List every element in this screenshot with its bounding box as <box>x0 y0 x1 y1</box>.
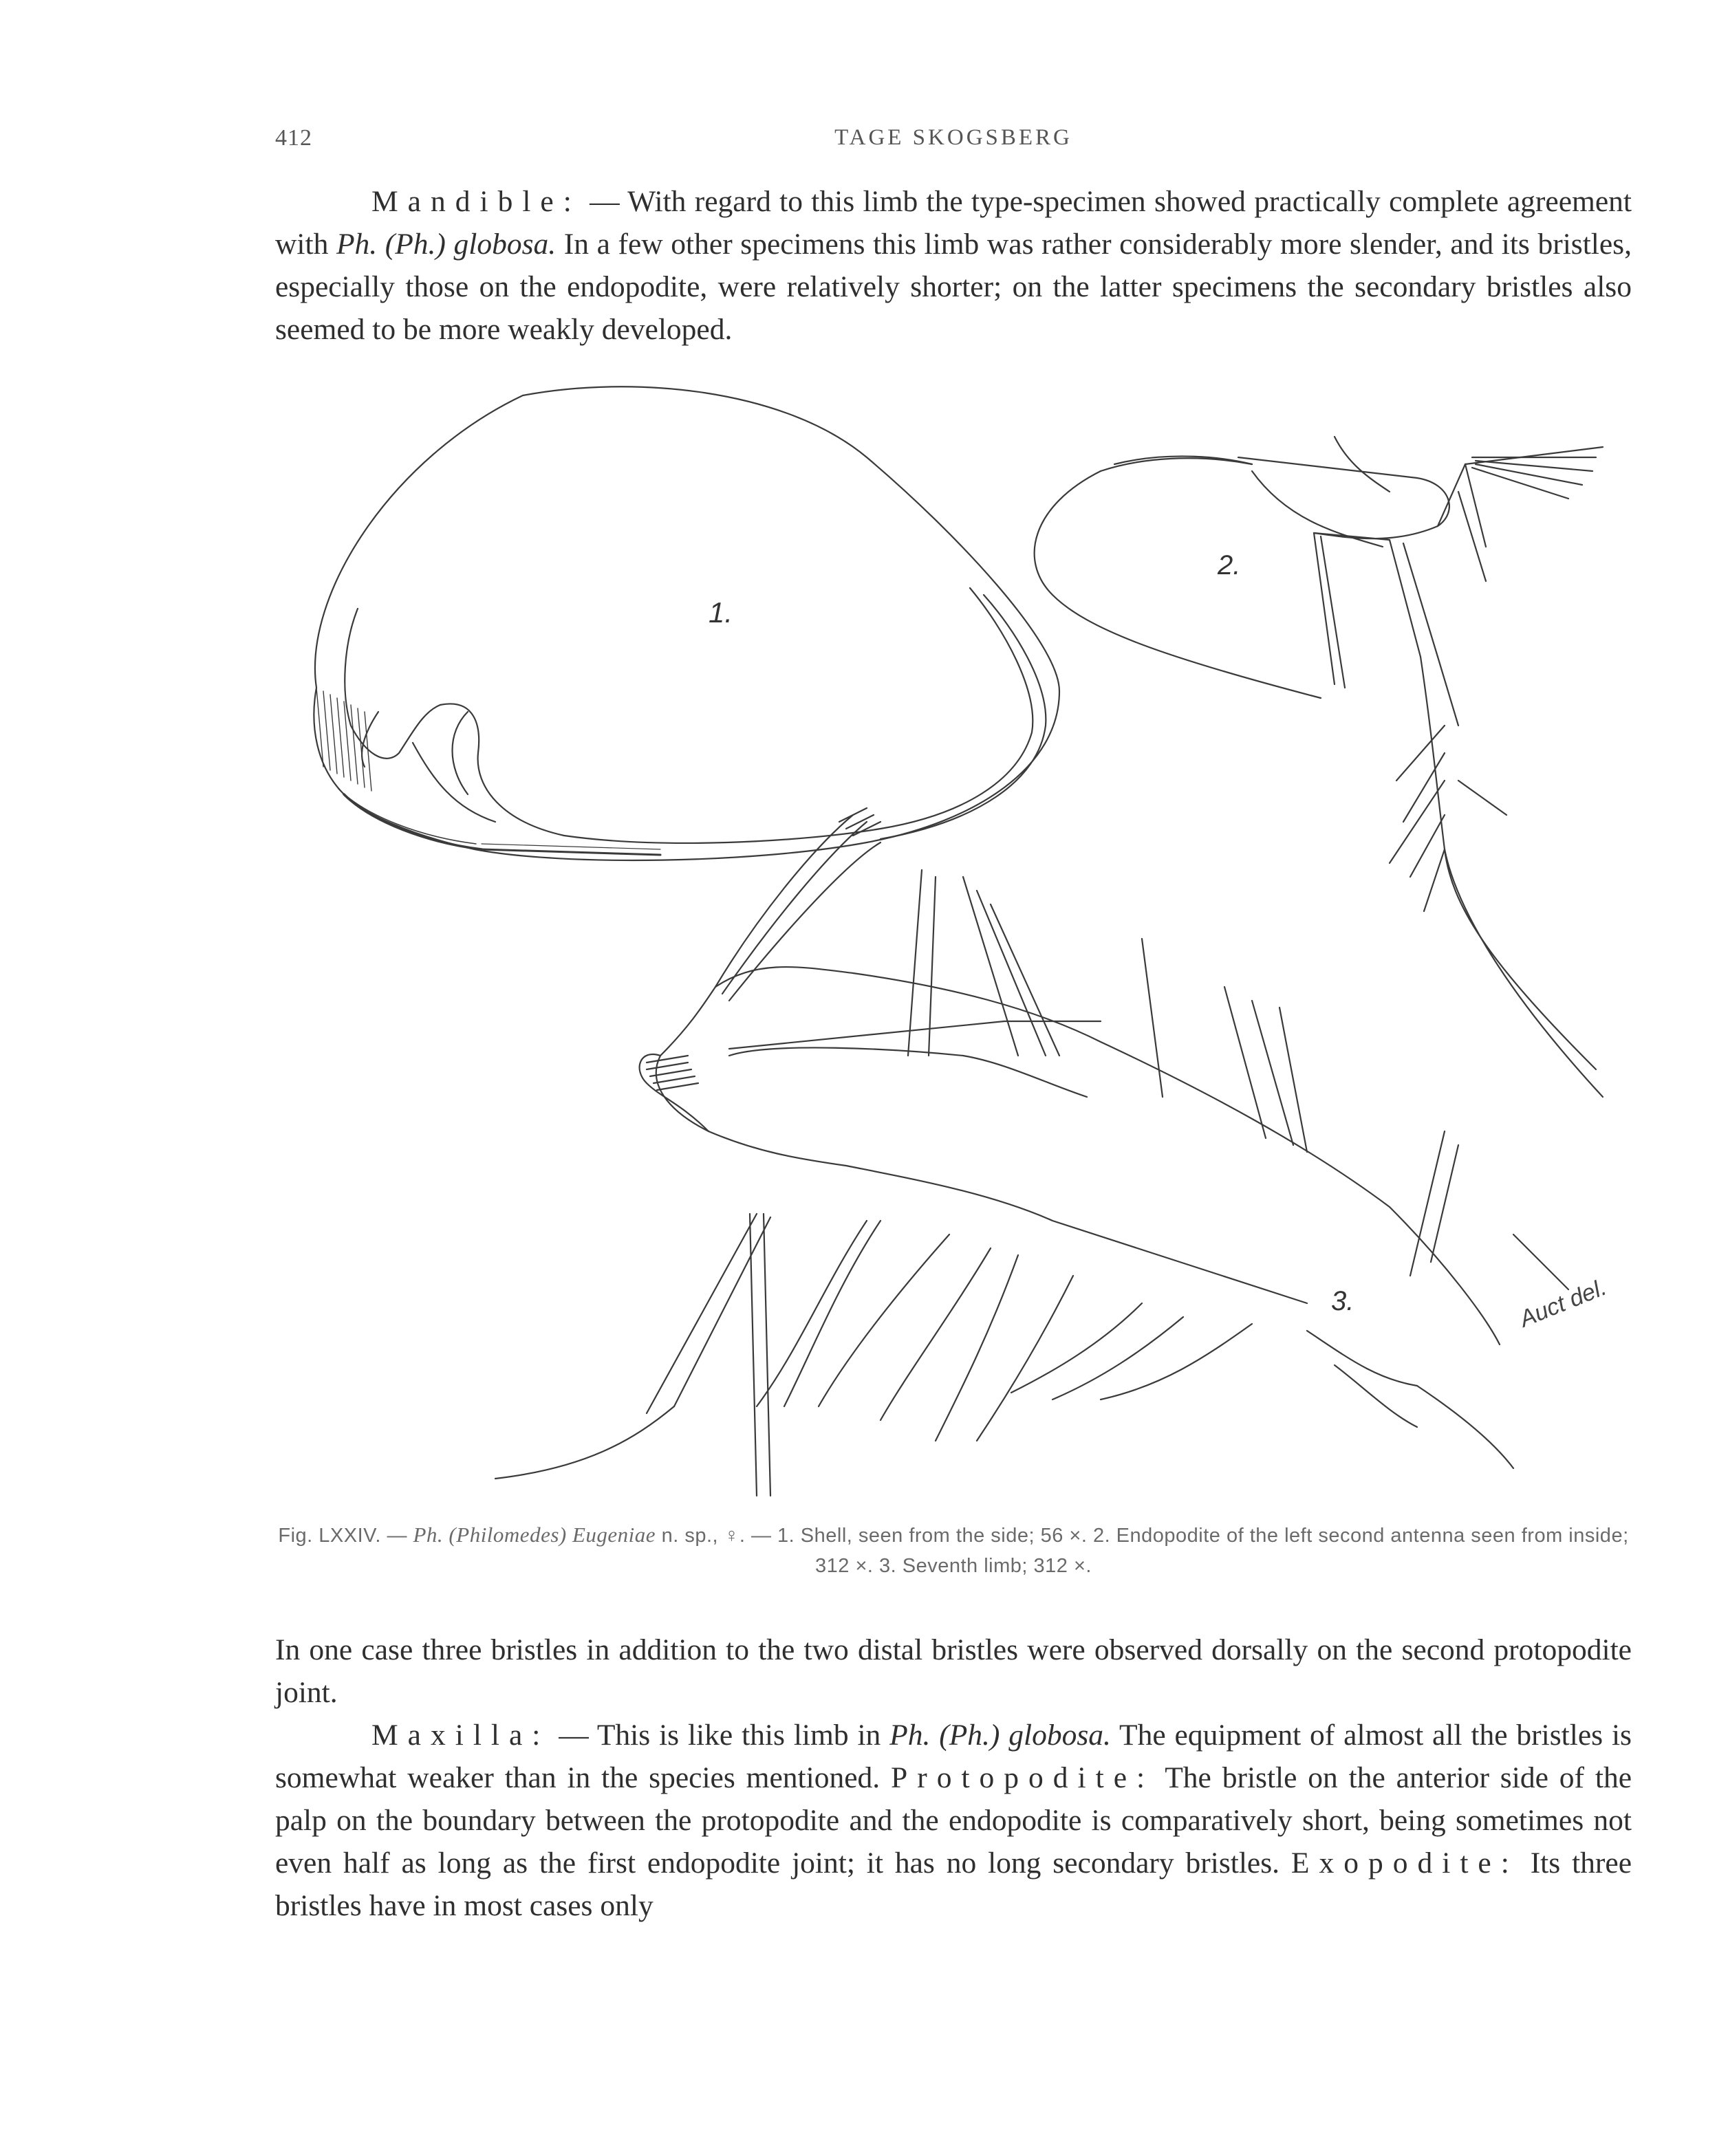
figure-lxxiv <box>275 368 1632 1503</box>
figure-illustration <box>275 368 1632 1503</box>
paragraph-text: In a few other specimens this limb was rather considerably more slender, and its bristles, especially those on the endopodite, were relatively shorter; on the latter specimens the secondary bristles also seemed to be more weakly developed. <box>275 228 1632 346</box>
running-head <box>275 125 1632 160</box>
species-name: Ph. (Ph.) globosa. <box>336 228 557 261</box>
figure-label-1: 1. <box>709 596 733 629</box>
paragraph-text: The equipment of almost all the bristles is somewhat weaker than in the species mentioned. <box>275 1719 1632 1794</box>
shell-drawing <box>314 386 1059 860</box>
seventh-limb-drawing <box>495 808 1568 1496</box>
heading-protopodite: Protopodite: <box>891 1761 1155 1794</box>
caption-taxon: Ph. (Philomedes) Eugeniae <box>413 1523 656 1547</box>
paragraph-protopodite-note: In one case three bristles in addition to the two distal bristles were observed dorsally on the second protopodite joint. <box>275 1633 1632 1709</box>
caption-text: Fig. LXXIV. — <box>278 1525 413 1547</box>
paragraph-text: The bristle on the anterior side of the palp on the boundary between the protopodite and the endopodite is comparatively short, being sometimes not even half as long as the first endopodite joint; it has no long secondary bristles. <box>275 1761 1632 1880</box>
page-number: 412 <box>275 125 312 151</box>
artist-signature: Auct del. <box>1515 1274 1610 1333</box>
heading-exopodite: Exopodite: <box>1291 1847 1519 1880</box>
running-title: TAGE SKOGSBERG <box>834 125 1072 150</box>
paragraph-text: — With regard to this limb the type-specimen showed practically complete agreement with <box>275 185 1632 261</box>
heading-maxilla: Maxilla: <box>371 1719 550 1752</box>
caption-text: n. sp., ♀. — 1. Shell, seen from the side; 56 ×. 2. Endopodite of the left second antenna seen from inside; 312 ×. 3. Seventh limb; 312 ×. <box>656 1525 1629 1577</box>
paragraph-maxilla <box>275 1714 1632 1927</box>
endopodite-drawing <box>1035 437 1603 1097</box>
heading-mandible: Mandible: <box>371 185 581 218</box>
figure-label-3: 3. <box>1331 1286 1354 1316</box>
figure-label-2: 2. <box>1218 550 1241 580</box>
paragraph-text: Its three bristles have in most cases only <box>275 1847 1632 1922</box>
figure-caption <box>275 1520 1632 1581</box>
species-name: Ph. (Ph.) globosa. <box>889 1719 1111 1752</box>
paragraph-mandible <box>275 180 1632 351</box>
paragraph-text: — This is like this limb in <box>550 1719 890 1752</box>
